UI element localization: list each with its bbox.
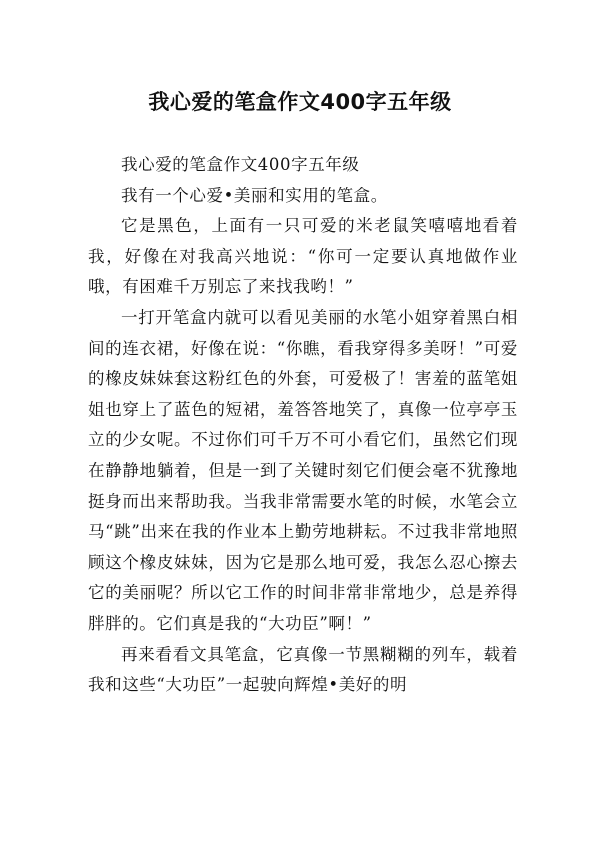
paragraph-conclusion: 再来看看文具笔盒，它真像一节黑糊糊的列车，载着我和这些“大功臣”一起驶向辉煌•美好的明: [88, 644, 518, 695]
paragraph-intro: 我有一个心爱•美丽和实用的笔盒。: [121, 185, 388, 205]
paragraph-contents: 一打开笔盒内就可以看见美丽的水笔小姐穿着黑白相间的连衣裙，好像在说：“你瞧，看我穿得多美呀！”可爱的橡皮妹妹套这粉红色的外套，可爱极了！害羞的蓝笔姐姐也穿上了蓝色的短裙，羞答答地笑了，真像一位亭亭玉立的少女呢。不过你们可千万不可小看它们，虽然它们现在静静地躺着，但是一到了关键时刻它们便会毫不犹豫地挺身而出来帮助我。当我非常需要水笔的时候，水笔会立马“跳”出来在我的作业本上勤劳地耕耘。不过我非常地照顾这个橡皮妹妹，因为它是那么地可爱，我怎么忍心擦去它的美丽呢？所以它工作的时间非常非常地少，总是养得胖胖的。它们真是我的“大功臣”啊！”: [88, 307, 518, 633]
document-body: [88, 150, 518, 701]
paragraph-appearance: 它是黑色，上面有一只可爱的米老鼠笑嘻嘻地看着我，好像在对我高兴地说：“你可一定要认真地做作业哦，有困难千万别忘了来找我哟！”: [88, 216, 518, 297]
paragraph-subtitle: 我心爱的笔盒作文400字五年级: [121, 155, 360, 174]
document-title: 我心爱的笔盒作文400字五年级: [148, 90, 452, 115]
